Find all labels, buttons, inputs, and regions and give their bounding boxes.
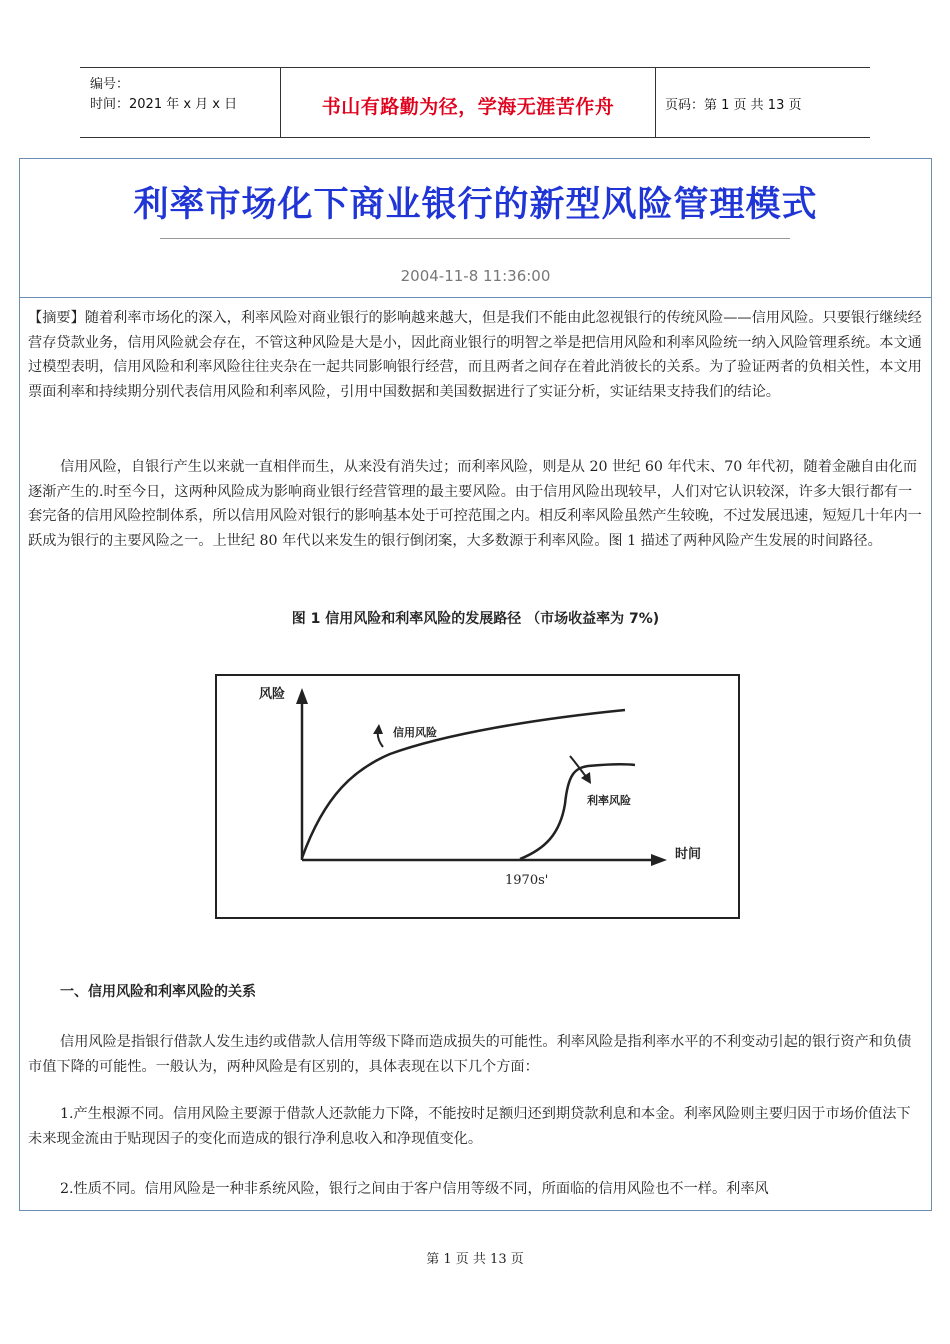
x-axis-label: 时间 xyxy=(675,847,702,862)
page-info: 页码：第 1 页 共 13 页 xyxy=(665,98,802,113)
point-2-paragraph: 2.性质不同。信用风险是一种非系统风险，银行之间由于客户信用等级不同，所面临的信用风险也不一样。利率风 xyxy=(60,1181,769,1197)
series-interest-rate-risk-line xyxy=(520,764,635,859)
figure-title: 图 1 信用风险和利率风险的发展路径 （市场收益率为 7%) xyxy=(291,611,660,627)
point-1-paragraph: 1.产生根源不同。信用风险主要源于借款人还款能力下降，不能按时足额归还到期贷款利息和本金。利率风险则主要归因于市场价值法下未来现金流由于贴现因子的变化而造成的银行净利息收入和净现值变化。 xyxy=(28,1106,911,1147)
x-tick-label: 1970s' xyxy=(505,873,549,888)
credit-risk-pointer-head xyxy=(373,724,383,734)
y-axis-label: 风险 xyxy=(259,687,286,702)
article-date: 2004-11-8 11:36:00 xyxy=(400,267,551,285)
intro-paragraph: 信用风险，自银行产生以来就一直相伴而生，从来没有消失过；而利率风险，则是从 20 世纪 60 年代末、70 年代初，随着金融自由化而逐渐产生的.时至今日，这两种风险成为影响商业银行经营管理的最主要风险。由于信用风险出现较早，人们对它认识较深，许多大银行都有一套完备的信用风险控制体系，所以信用风险对银行的影响基本处于可控范围之内。相反利率风险虽然产生较晚，不过发展迅速，短短几十年内一跃成为银行的主要风险之一。上世纪 80 年代以来发生的银行倒闭案，大多数源于利率风险。图 1 描述了两种风险产生发展的时间路径。 xyxy=(28,459,922,549)
risk-path-chart xyxy=(215,674,740,919)
number-label: 编号： xyxy=(90,77,130,92)
interest-risk-pointer-head xyxy=(581,772,591,784)
article-frame xyxy=(19,158,932,1211)
series-label-interest-rate-risk: 利率风险 xyxy=(587,794,631,807)
section-heading: 一、信用风险和利率风险的关系 xyxy=(60,984,256,1000)
chart-border xyxy=(216,675,739,918)
x-axis-arrow xyxy=(651,854,667,866)
document-header xyxy=(80,67,870,138)
title-rule xyxy=(160,238,790,239)
article-title: 利率市场化下商业银行的新型风险管理模式 xyxy=(133,184,818,225)
header-info-cell xyxy=(80,68,280,137)
series-credit-risk-line xyxy=(302,710,625,858)
motto-text: 书山有路勤为径，学海无涯苦作舟 xyxy=(321,96,615,118)
header-divider xyxy=(20,297,931,298)
abstract-paragraph: 【摘要】随着利率市场化的深入，利率风险对商业银行的影响越来越大，但是我们不能由此忽视银行的传统风险——信用风险。只要银行继续经营存贷款业务，信用风险就会存在，不管这种风险是大是小，因此商业银行的明智之举是把信用风险和利率风险统一纳入风险管理系统。本文通过模型表明，信用风险和利率风险往往夹杂在一起共同影响银行经营，而且两者之间存在着此消彼长的关系。为了验证两者的负相关性，本文用票面利率和持续期分别代表信用风险和利率风险，引用中国数据和美国数据进行了实证分析，实证结果支持我们的结论。 xyxy=(28,310,922,400)
header-page-cell xyxy=(655,68,870,137)
header-motto-cell xyxy=(280,68,656,137)
y-axis-arrow xyxy=(296,688,308,704)
time-label: 时间：2021 年 x 月 x 日 xyxy=(90,97,238,112)
page-footer: 第 1 页 共 13 页 xyxy=(426,1252,524,1267)
definition-paragraph: 信用风险是指银行借款人发生违约或借款人信用等级下降而造成损失的可能性。利率风险是指利率水平的不利变动引起的银行资产和负债市值下降的可能性。一般认为，两种风险是有区别的，具体表现在以下几个方面： xyxy=(28,1034,912,1075)
series-label-credit-risk: 信用风险 xyxy=(393,726,437,739)
